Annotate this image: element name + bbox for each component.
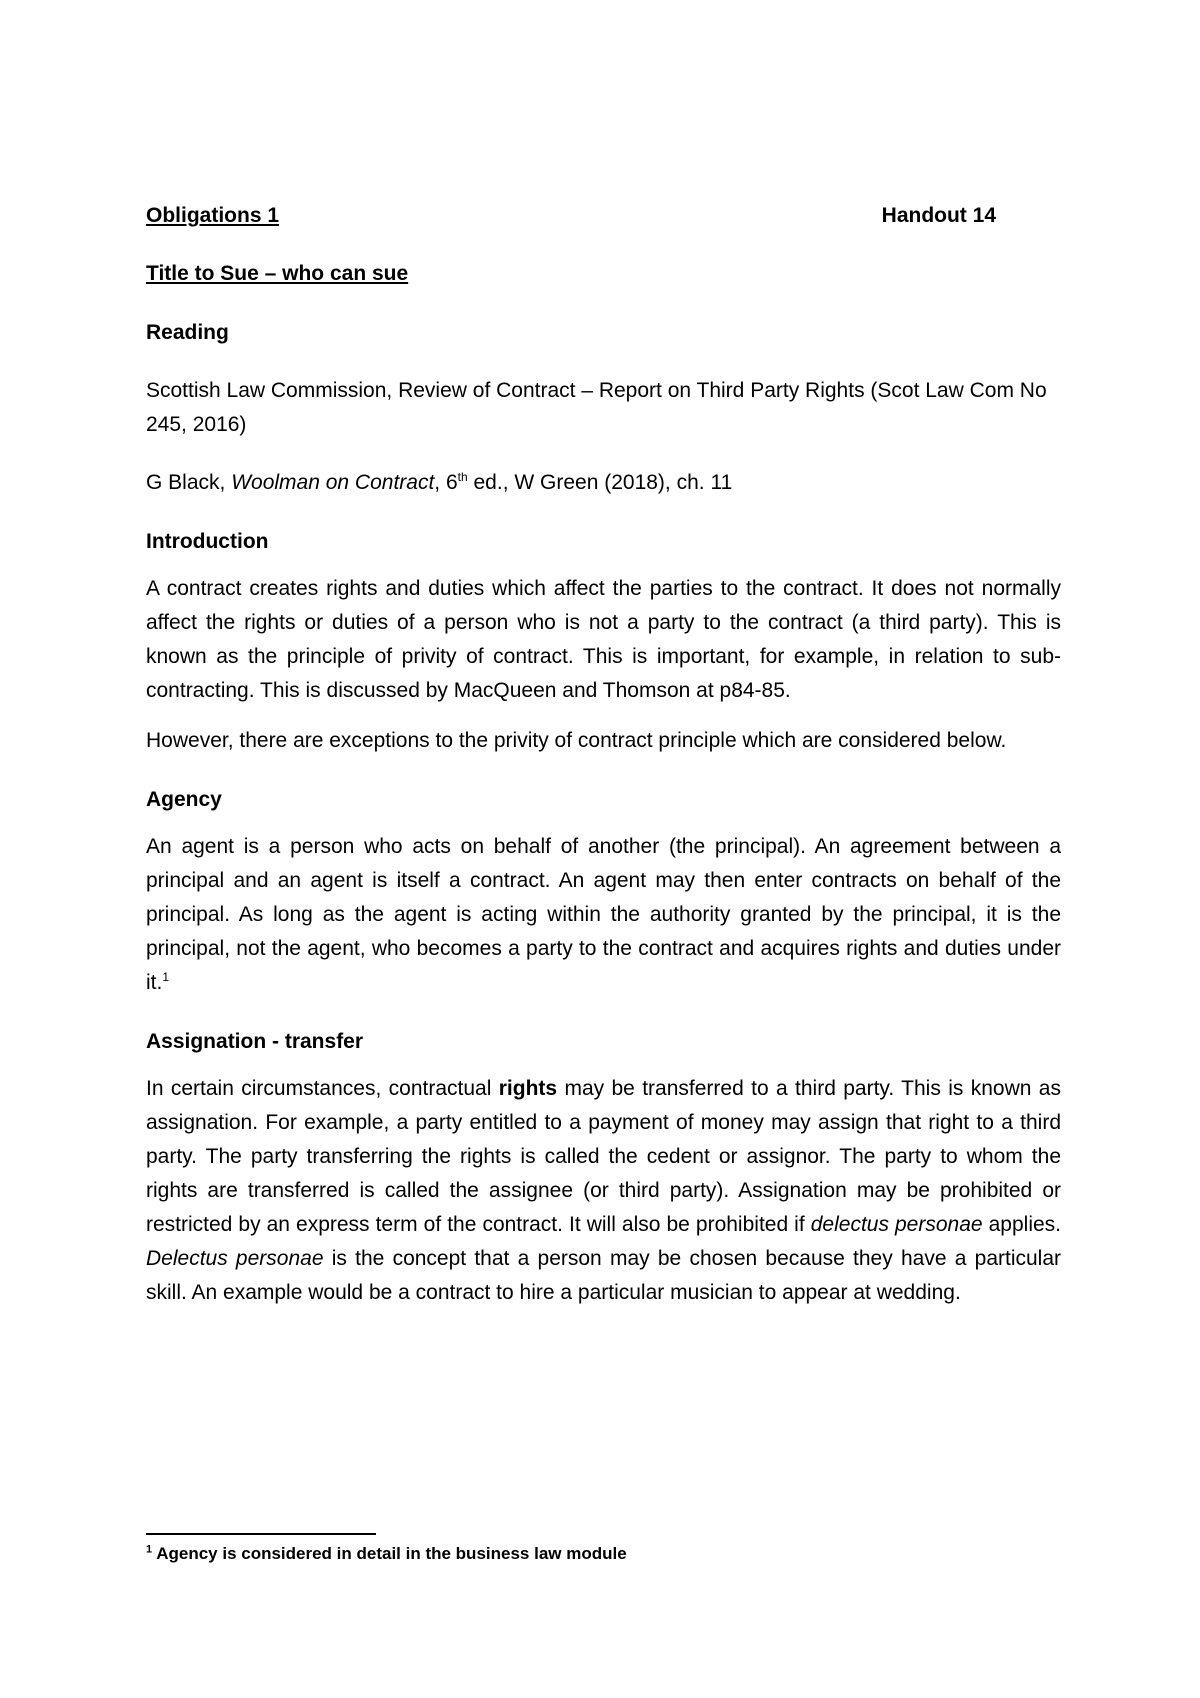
assignation-heading: Assignation - transfer xyxy=(146,1030,364,1053)
assignation-term-1: delectus personae xyxy=(810,1213,983,1236)
header-row xyxy=(146,199,1061,233)
document-title: Title to Sue – who can sue xyxy=(146,262,409,285)
reading-heading: Reading xyxy=(146,321,229,344)
footnote-number: 1 xyxy=(146,1543,153,1556)
agency-heading: Agency xyxy=(146,788,222,811)
assignation-text-4: is the concept that a person may be chosen because they have a particular skill. An example would be a contract to hire a particular musician to appear at wedding. xyxy=(146,1247,1062,1304)
assignation-rights-emphasis: rights xyxy=(498,1077,558,1100)
ref2-edition-suffix: th xyxy=(457,470,468,484)
assignation-text-2: may be transferred to a third party. This is known as assignation. For example, a party entitled to a payment of money may assign that right to a third party. The party transferring the rights is called the cedent or assignor. The party to whom the rights are transferred is called the assignee (or third party). Assignation may be prohibited or restricted by an express term of the contract. It will also be prohibited if xyxy=(146,1077,1061,1236)
reading-reference-2 xyxy=(146,466,1061,500)
ref2-author: G Black, xyxy=(146,471,232,494)
footnote xyxy=(146,1543,627,1565)
assignation-text-1: In certain circumstances, contractual xyxy=(146,1077,499,1100)
ref2-edition: , 6 xyxy=(434,471,458,494)
handout-number: Handout 14 xyxy=(881,204,996,227)
course-title: Obligations 1 xyxy=(146,204,280,227)
assignation-text-3: applies. xyxy=(982,1213,1062,1236)
introduction-paragraph-1: A contract creates rights and duties which affect the parties to the contract. It does not normally affect the rights or duties of a person who is not a party to the contract (a third party). This is known as the principle of privity of contract. This is important, for example, in relation to sub-contracting. This is discussed by MacQueen and Thomson at p84-85. xyxy=(146,577,1061,702)
assignation-paragraph xyxy=(146,1072,1061,1310)
footnote-text: Agency is considered in detail in the business law module xyxy=(152,1544,627,1563)
ref2-book-title: Woolman on Contract xyxy=(231,471,435,494)
ref2-publisher: ed., W Green (2018), ch. 11 xyxy=(467,471,733,494)
assignation-term-2: Delectus personae xyxy=(146,1247,324,1270)
footnote-separator xyxy=(146,1533,376,1535)
introduction-paragraph-2: However, there are exceptions to the privity of contract principle which are considered below. xyxy=(146,729,1007,752)
introduction-heading: Introduction xyxy=(146,530,269,553)
document-page xyxy=(146,199,1061,1310)
reading-reference-1: Scottish Law Commission, Review of Contract – Report on Third Party Rights (Scot Law Com No 245, 2016) xyxy=(146,379,1047,436)
agency-text: An agent is a person who acts on behalf of another (the principal). An agreement between a principal and an agent is itself a contract. An agent may then enter contracts on behalf of the principal. As long as the agent is acting within the authority granted by the principal, it is the principal, not the agent, who becomes a party to the contract and acquires rights and duties under it. xyxy=(146,835,1061,994)
footnote-reference[interactable]: 1 xyxy=(162,970,170,984)
agency-paragraph xyxy=(146,830,1061,1000)
